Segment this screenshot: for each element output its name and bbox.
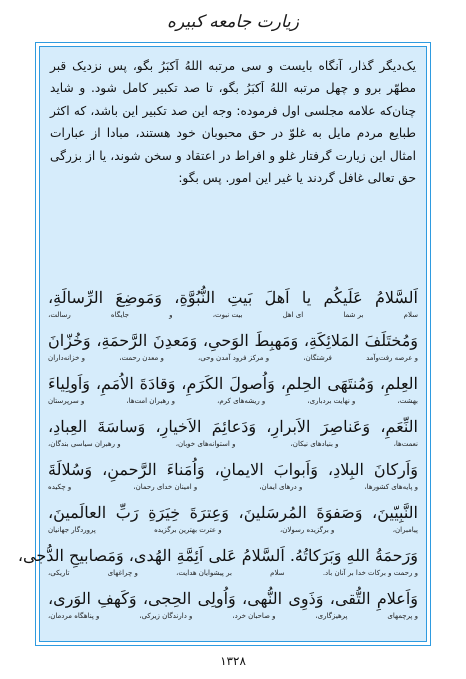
arabic-text: وَاَرکانَ البِلادِ، وَاَبوابَ الایمانِ، وَاُمَناءَ الرَّحمنِ، وَسُلالَةَ xyxy=(48,460,418,479)
gloss-word: بیت نبوت، xyxy=(212,311,243,319)
translation-gloss xyxy=(48,439,418,449)
verse-line-8 xyxy=(48,588,418,623)
page-number: ۱۳۲۸ xyxy=(220,654,246,668)
gloss-word: پرهیزگاری، xyxy=(315,612,348,620)
verse-line-1 xyxy=(48,287,418,322)
intro-paragraph xyxy=(50,55,416,189)
gloss-word: فرشتگان، xyxy=(303,354,332,362)
gloss-word: و عترت بهترین برگزیده xyxy=(154,526,222,534)
gloss-word: و برگزیده رسولان، xyxy=(280,526,335,534)
gloss-word: و امینان خدای رحمان، xyxy=(133,483,198,491)
gloss-word: و خزانه‌داران xyxy=(48,354,86,362)
verse-line-4 xyxy=(48,416,418,451)
intro-text: یک‌دیگر گذار، آنگاه بایست و سی مرتبه اللهُ اَکبَرُ بگو، پس نزدیک قبر مطهّر برو و چهل مرتبه اللهُ اَکبَرُ بگو، تا صد تکبیر کامل شود. و شاید چنان‌که علامه مجلسی اول فرموده: وجه این صد تکبیر این باشد، که اکثر طبایع مردم مایل به غلوّ در حق محبوبان خود هستند، مبادا از عبارات امثال این زیارت گرفتار غلو و افراط در اعتقاد و سخن شوند، یا از بزرگی حق تعالی غافل گردند یا غیر این امور. پس بگو: xyxy=(50,59,416,186)
translation-gloss xyxy=(48,482,418,492)
gloss-word: و سرپرستان xyxy=(48,397,85,405)
verse-line-5 xyxy=(48,459,418,494)
gloss-word: و مرکز فرود آمدن وحی، xyxy=(198,354,270,362)
gloss-word: و رحمت و برکات خدا بر آنان باد. xyxy=(322,569,418,577)
arabic-text: النِّعَمِ، وَعَناصِرَ الاَبرارِ، وَدَعائِمَ الاَخیارِ، وَساسَةَ العِبادِ، xyxy=(48,417,418,436)
gloss-word: رسالت، xyxy=(48,311,71,319)
gloss-word: و چکیده xyxy=(48,483,72,491)
gloss-word: و استوانه‌های خوبان، xyxy=(175,440,236,448)
gloss-word: سلام xyxy=(270,569,285,577)
verse-line-6 xyxy=(48,502,418,537)
gloss-word: بهشت، xyxy=(397,397,418,405)
gloss-word: و ریشه‌های کرم، xyxy=(217,397,266,405)
content-panel xyxy=(17,46,427,642)
gloss-word: ای اهل xyxy=(282,311,304,319)
gloss-word: و پناهگاه مردمان، xyxy=(48,612,100,620)
gloss-word: و پایه‌های کشورها، xyxy=(364,483,418,491)
gloss-word: و دارندگان زیرکی، xyxy=(139,612,193,620)
gloss-word: و چراغهای xyxy=(107,569,138,577)
arabic-text: وَمُختَلَفَ المَلائِکَةِ، وَمَهبِطَ الوَحیِ، وَمَعدِنَ الرَّحمَةِ، وَخُزّانَ xyxy=(48,331,418,350)
arabic-text: اَلسَّلامُ عَلَیکُم یا اَهلَ بَیتِ النُّبُوَّةِ، وَمَوضِعَ الرِّسالَةِ، xyxy=(48,288,418,307)
arabic-text: العِلمِ، وَمُنتَهَی الحِلمِ، وَاُصولَ الکَرَمِ، وَقادَةَ الاُمَمِ، وَاَولِیاءَ xyxy=(48,374,418,393)
gloss-word: و درهای ایمان، xyxy=(259,483,303,491)
gloss-word: و پرچمهای xyxy=(387,612,418,620)
gloss-word: و نهایت بردباری، xyxy=(307,397,356,405)
gloss-word: و صاحبان خرد، xyxy=(232,612,276,620)
gloss-word: بر پیشوایان هدایت، xyxy=(176,569,232,577)
gloss-word: و رهبران امت‌ها، xyxy=(126,397,176,405)
translation-gloss xyxy=(48,310,418,320)
gloss-word: بر شما xyxy=(343,311,364,319)
translation-gloss xyxy=(48,611,418,621)
gloss-word: و xyxy=(169,311,173,319)
arabic-text: وَرَحمَةُ اللهِ وَبَرَکاتُهُ. اَلسَّلامُ عَلی اَئِمَّةِ الهُدی، وَمَصابیحِ الدُّجی، xyxy=(17,546,418,565)
arabic-text: النَّبِیّینَ، وَصَفوَةَ المُرسَلینَ، وَعِترَةَ خِیَرَةِ رَبِّ العالَمینَ، xyxy=(48,503,418,522)
translation-gloss xyxy=(48,396,418,406)
content-frame xyxy=(17,42,431,646)
verse-line-7 xyxy=(17,545,418,580)
page-title: زیارت جامعه کبیره xyxy=(167,12,299,32)
gloss-word: و رهبران سیاسی بندگان، xyxy=(48,440,121,448)
gloss-word: جایگاه xyxy=(110,311,129,319)
translation-gloss xyxy=(48,568,418,578)
translation-gloss xyxy=(48,353,418,363)
gloss-word: نعمت‌ها، xyxy=(393,440,418,448)
gloss-word: پروردگار جهانیان xyxy=(48,526,96,534)
translation-gloss xyxy=(48,525,418,535)
verse-line-3 xyxy=(48,373,418,408)
gloss-word: و بنیادهای نیکان، xyxy=(290,440,339,448)
gloss-word: سلام xyxy=(403,311,418,319)
gloss-word: و عرصه رفت‌وآمد xyxy=(366,354,418,362)
gloss-word: تاریکی، xyxy=(48,569,70,577)
gloss-word: پیامبران، xyxy=(392,526,418,534)
arabic-text: وَاَعلامِ التُّقی، وَذَوِی النُّهی، وَاُولِی الحِجی، وَکَهفِ الوَری، xyxy=(48,589,418,608)
gloss-word: و معدن رحمت، xyxy=(119,354,164,362)
verse-line-2 xyxy=(48,330,418,365)
